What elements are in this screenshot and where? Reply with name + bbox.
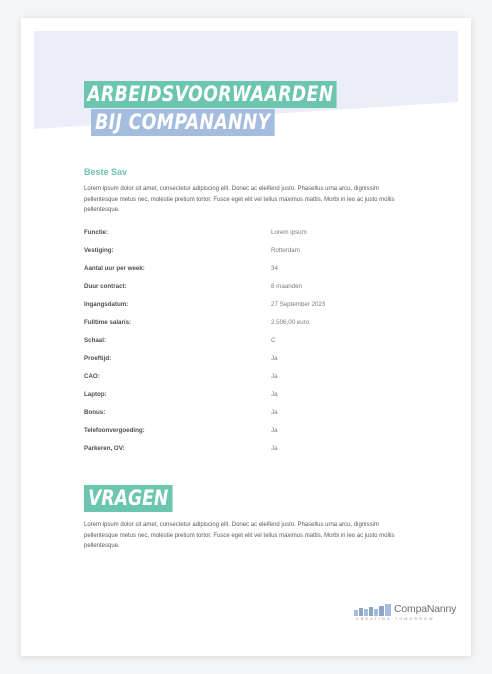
detail-value: 34: [271, 265, 278, 272]
detail-row: [84, 247, 424, 259]
logo-tagline: CREATING TOMORROW: [356, 617, 435, 621]
detail-row: [84, 229, 424, 241]
detail-label: Bonus:: [84, 409, 106, 416]
detail-row: [84, 355, 424, 367]
detail-label: CAO:: [84, 373, 100, 380]
detail-label: Parkeren, OV:: [84, 445, 125, 452]
detail-value: 2.506,00 euro: [271, 319, 310, 326]
questions-heading: VRAGEN: [84, 485, 172, 512]
logo-name: CompaNanny: [394, 603, 457, 615]
city-skyline-icon: [354, 603, 394, 616]
detail-row: [84, 391, 424, 403]
questions-paragraph: Lorem ipsum dolor sit amet, consectetur adipiscing elit. Donec ac eleifend justo. Phasellus urna arcu, dignissim pellentesque metus nec, molestie pretium tortor. Fusce eget elit vel tellus maximus mattis. Morbi in leo ac justo mollis pellentesque.: [84, 522, 395, 549]
detail-row: [84, 319, 424, 331]
detail-value: 8 maanden: [271, 283, 302, 290]
detail-row: [84, 445, 424, 457]
detail-label: Laptop:: [84, 391, 107, 398]
detail-label: Telefoonvergoeding:: [84, 427, 145, 434]
detail-value: Ja: [271, 373, 278, 380]
detail-label: Fulltime salaris:: [84, 319, 132, 326]
detail-label: Duur contract:: [84, 283, 127, 290]
detail-row: [84, 373, 424, 385]
detail-label: Functie:: [84, 229, 109, 236]
detail-value: Ja: [271, 409, 278, 416]
detail-row: [84, 301, 424, 313]
detail-value: 27 September 2023: [271, 301, 326, 308]
detail-value: Ja: [271, 355, 278, 362]
company-logo: [354, 603, 464, 625]
detail-label: Schaal:: [84, 337, 107, 344]
detail-value: Rotterdam: [271, 247, 300, 254]
detail-row: [84, 337, 424, 349]
detail-label: Aantal uur per week:: [84, 265, 145, 272]
detail-label: Vestiging:: [84, 247, 114, 254]
detail-row: [84, 427, 424, 439]
detail-label: Ingangsdatum:: [84, 301, 129, 308]
detail-row: [84, 409, 424, 421]
detail-row: [84, 265, 424, 277]
detail-value: Ja: [271, 427, 278, 434]
detail-label: Proeftijd:: [84, 355, 112, 362]
detail-value: Ja: [271, 445, 278, 452]
detail-value: Ja: [271, 391, 278, 398]
intro-paragraph: Lorem ipsum dolor sit amet, consectetur adipiscing elit. Donec ac eleifend justo. Phasellus urna arcu, dignissim pellentesque metus nec, molestie pretium tortor. Fusce eget elit vel tellus maximus mattis. Morbi in leo ac justo mollis pellentesque.: [84, 186, 395, 213]
page-title-line2: BIJ COMPANANNY: [91, 109, 275, 136]
detail-row: [84, 283, 424, 295]
document-page: [21, 18, 471, 656]
page-title-line1: ARBEIDSVOORWAARDEN: [84, 81, 337, 108]
detail-value: C: [271, 337, 276, 344]
greeting: Beste Sav: [84, 167, 128, 177]
detail-value: Lorem ipsum: [271, 229, 307, 236]
